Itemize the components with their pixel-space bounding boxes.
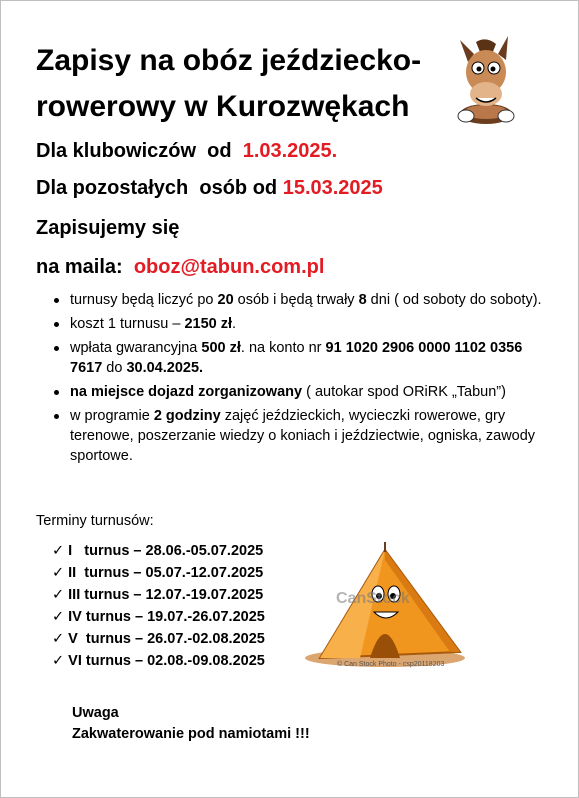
- others-date: 15.03.2025: [282, 177, 383, 199]
- image-watermark: CanStock: [336, 590, 410, 607]
- bullet-deposit: wpłata gwarancyjna 500 zł. na konto nr 91 1020 2906 0000 1102 0356 7617 do 30.04.2025.: [52, 338, 542, 378]
- note-text: Zakwaterowanie pod namiotami !!!: [72, 726, 310, 742]
- bullet-program: w programie 2 godziny zajęć jeździeckich, wycieczki rowerowe, gry terenowe, poszerzanie wiedzy o koniach i jeździectwie, ogniska, zawody sportowe.: [52, 406, 542, 466]
- page-title: [36, 38, 446, 130]
- term-item: ✓ III turnus – 12.07.-19.07.2025: [52, 587, 264, 603]
- term-item: ✓ V turnus – 26.07.-02.08.2025: [52, 631, 265, 647]
- bullet-transport: na miejsce dojazd zorganizowany ( autokar spod ORiRK „Tabun”): [52, 382, 542, 402]
- note-heading: Uwaga: [72, 705, 119, 721]
- term-item: ✓ IV turnus – 19.07.-26.07.2025: [52, 609, 265, 625]
- check-icon: ✓: [52, 631, 65, 647]
- check-icon: ✓: [52, 587, 65, 603]
- title-line-1: Zapisy na obóz jeździecko-: [36, 44, 422, 77]
- terms-label: Terminy turnusów:: [36, 513, 154, 529]
- email-address[interactable]: oboz@tabun.com.pl: [133, 256, 325, 278]
- terms-list: [52, 540, 265, 672]
- check-icon: ✓: [52, 609, 65, 625]
- info-bullets: [52, 290, 542, 470]
- title-line-2: rowerowy w Kurozwękach: [36, 90, 410, 123]
- club-members-line: Dla klubowiczów od 1.03.2025.: [36, 140, 338, 162]
- bullet-group-size: turnusy będą liczyć po 20 osób i będą trwały 8 dni ( od soboty do soboty).: [52, 290, 542, 310]
- check-icon: ✓: [52, 543, 65, 559]
- term-item: ✓ II turnus – 05.07.-12.07.2025: [52, 565, 264, 581]
- check-icon: ✓: [52, 653, 65, 669]
- horse-mascot-image: [446, 32, 526, 132]
- term-item: ✓ VI turnus – 02.08.-09.08.2025: [52, 653, 265, 669]
- image-credit: © Can Stock Photo - csp20118203: [337, 661, 445, 668]
- check-icon: ✓: [52, 565, 65, 581]
- club-date: 1.03.2025.: [242, 140, 338, 162]
- email-line: na maila: oboz@tabun.com.pl: [36, 256, 325, 278]
- signup-line: Zapisujemy się: [36, 217, 180, 239]
- term-item: ✓ I turnus – 28.06.-05.07.2025: [52, 543, 264, 559]
- bullet-price: koszt 1 turnusu – 2150 zł.: [52, 314, 542, 334]
- others-line: Dla pozostałych osób od 15.03.2025: [36, 177, 383, 199]
